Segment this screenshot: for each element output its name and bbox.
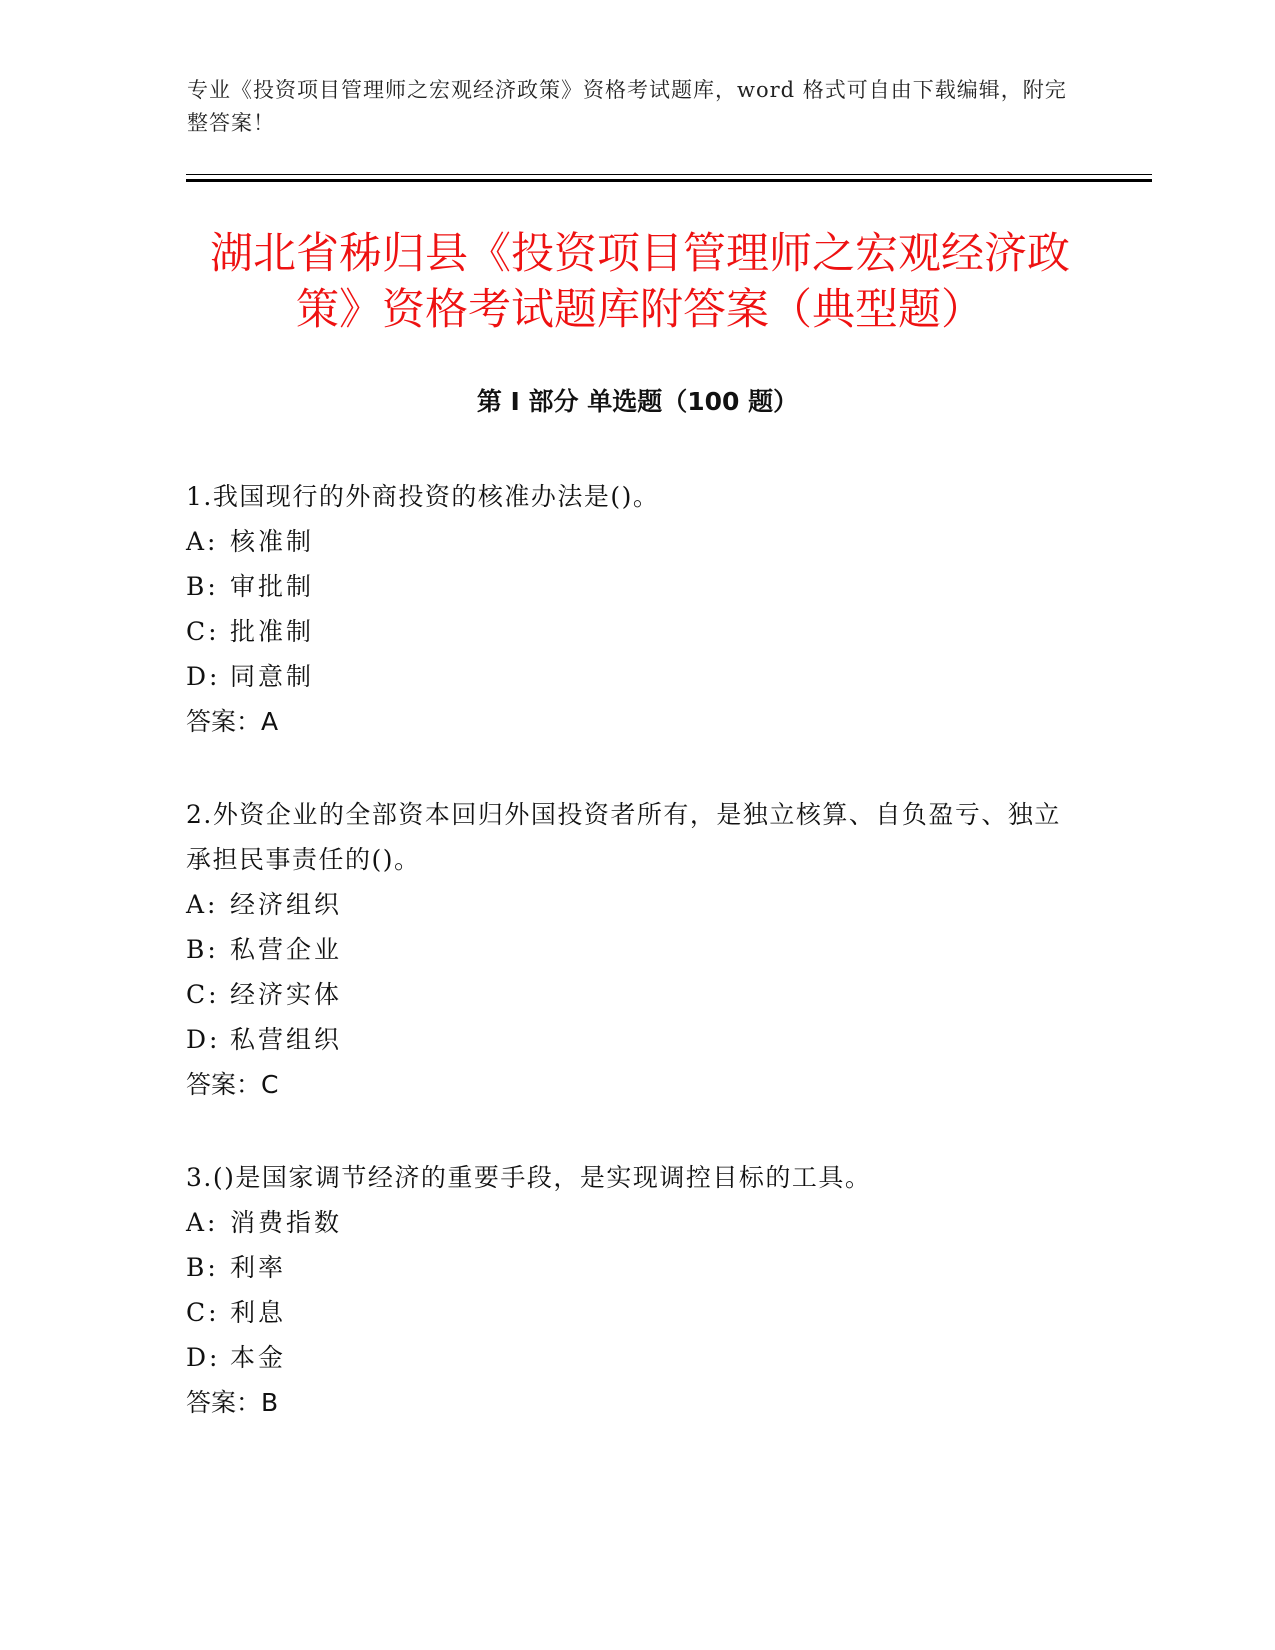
option-a [186,1200,1086,1245]
question-stem: 3.()是国家调节经济的重要手段，是实现调控目标的工具。 [186,1163,872,1192]
option-c [186,609,1086,654]
option-letter: D: [186,1025,221,1054]
option-b [186,927,1086,972]
option-letter: C: [186,980,220,1009]
option-text: 批准制 [230,617,315,646]
option-a [186,519,1086,564]
option-b [186,1245,1086,1290]
option-text: 利率 [230,1253,287,1282]
option-c [186,972,1086,1017]
option-letter: A: [186,1208,219,1237]
option-text: 私营组织 [230,1025,343,1054]
option-c [186,1290,1086,1335]
question-list [186,474,1086,1473]
option-text: 审批制 [230,572,315,601]
option-letter: D: [186,662,221,691]
option-letter: B: [186,935,219,964]
option-letter: B: [186,1253,219,1282]
option-letter: C: [186,617,220,646]
option-d [186,1017,1086,1062]
option-text: 经济组织 [230,890,343,919]
option-text: 利息 [230,1298,287,1327]
option-d [186,1335,1086,1380]
option-text: 消费指数 [230,1208,343,1237]
question-1 [186,474,1086,744]
option-letter: A: [186,890,219,919]
option-b [186,564,1086,609]
option-text: 私营企业 [230,935,343,964]
option-letter: B: [186,572,219,601]
answer-line: 答案：A [186,707,279,736]
option-text: 同意制 [230,662,315,691]
option-letter: A: [186,527,219,556]
question-stem: 2.外资企业的全部资本回归外国投资者所有，是独立核算、自负盈亏、独立承担民事责任的()。 [186,800,1061,874]
option-a [186,882,1086,927]
option-text: 经济实体 [230,980,343,1009]
question-3 [186,1155,1086,1425]
option-letter: D: [186,1343,221,1372]
option-text: 核准制 [230,527,315,556]
question-stem: 1.我国现行的外商投资的核准办法是()。 [186,482,660,511]
answer-line: 答案：B [186,1388,279,1417]
option-d [186,654,1086,699]
header-note: 专业《投资项目管理师之宏观经济政策》资格考试题库，word 格式可自由下载编辑，附完整答案！ [187,78,1067,135]
header-divider-thick [186,179,1152,182]
option-text: 本金 [230,1343,287,1372]
document-title: 湖北省秭归县《投资项目管理师之宏观经济政策》资格考试题库附答案（典型题） [210,229,1070,335]
section-heading: 第 I 部分 单选题（100 题） [476,387,799,416]
answer-line: 答案：C [186,1070,279,1099]
header-divider-thin [186,174,1152,175]
option-letter: C: [186,1298,220,1327]
question-2 [186,792,1086,1107]
